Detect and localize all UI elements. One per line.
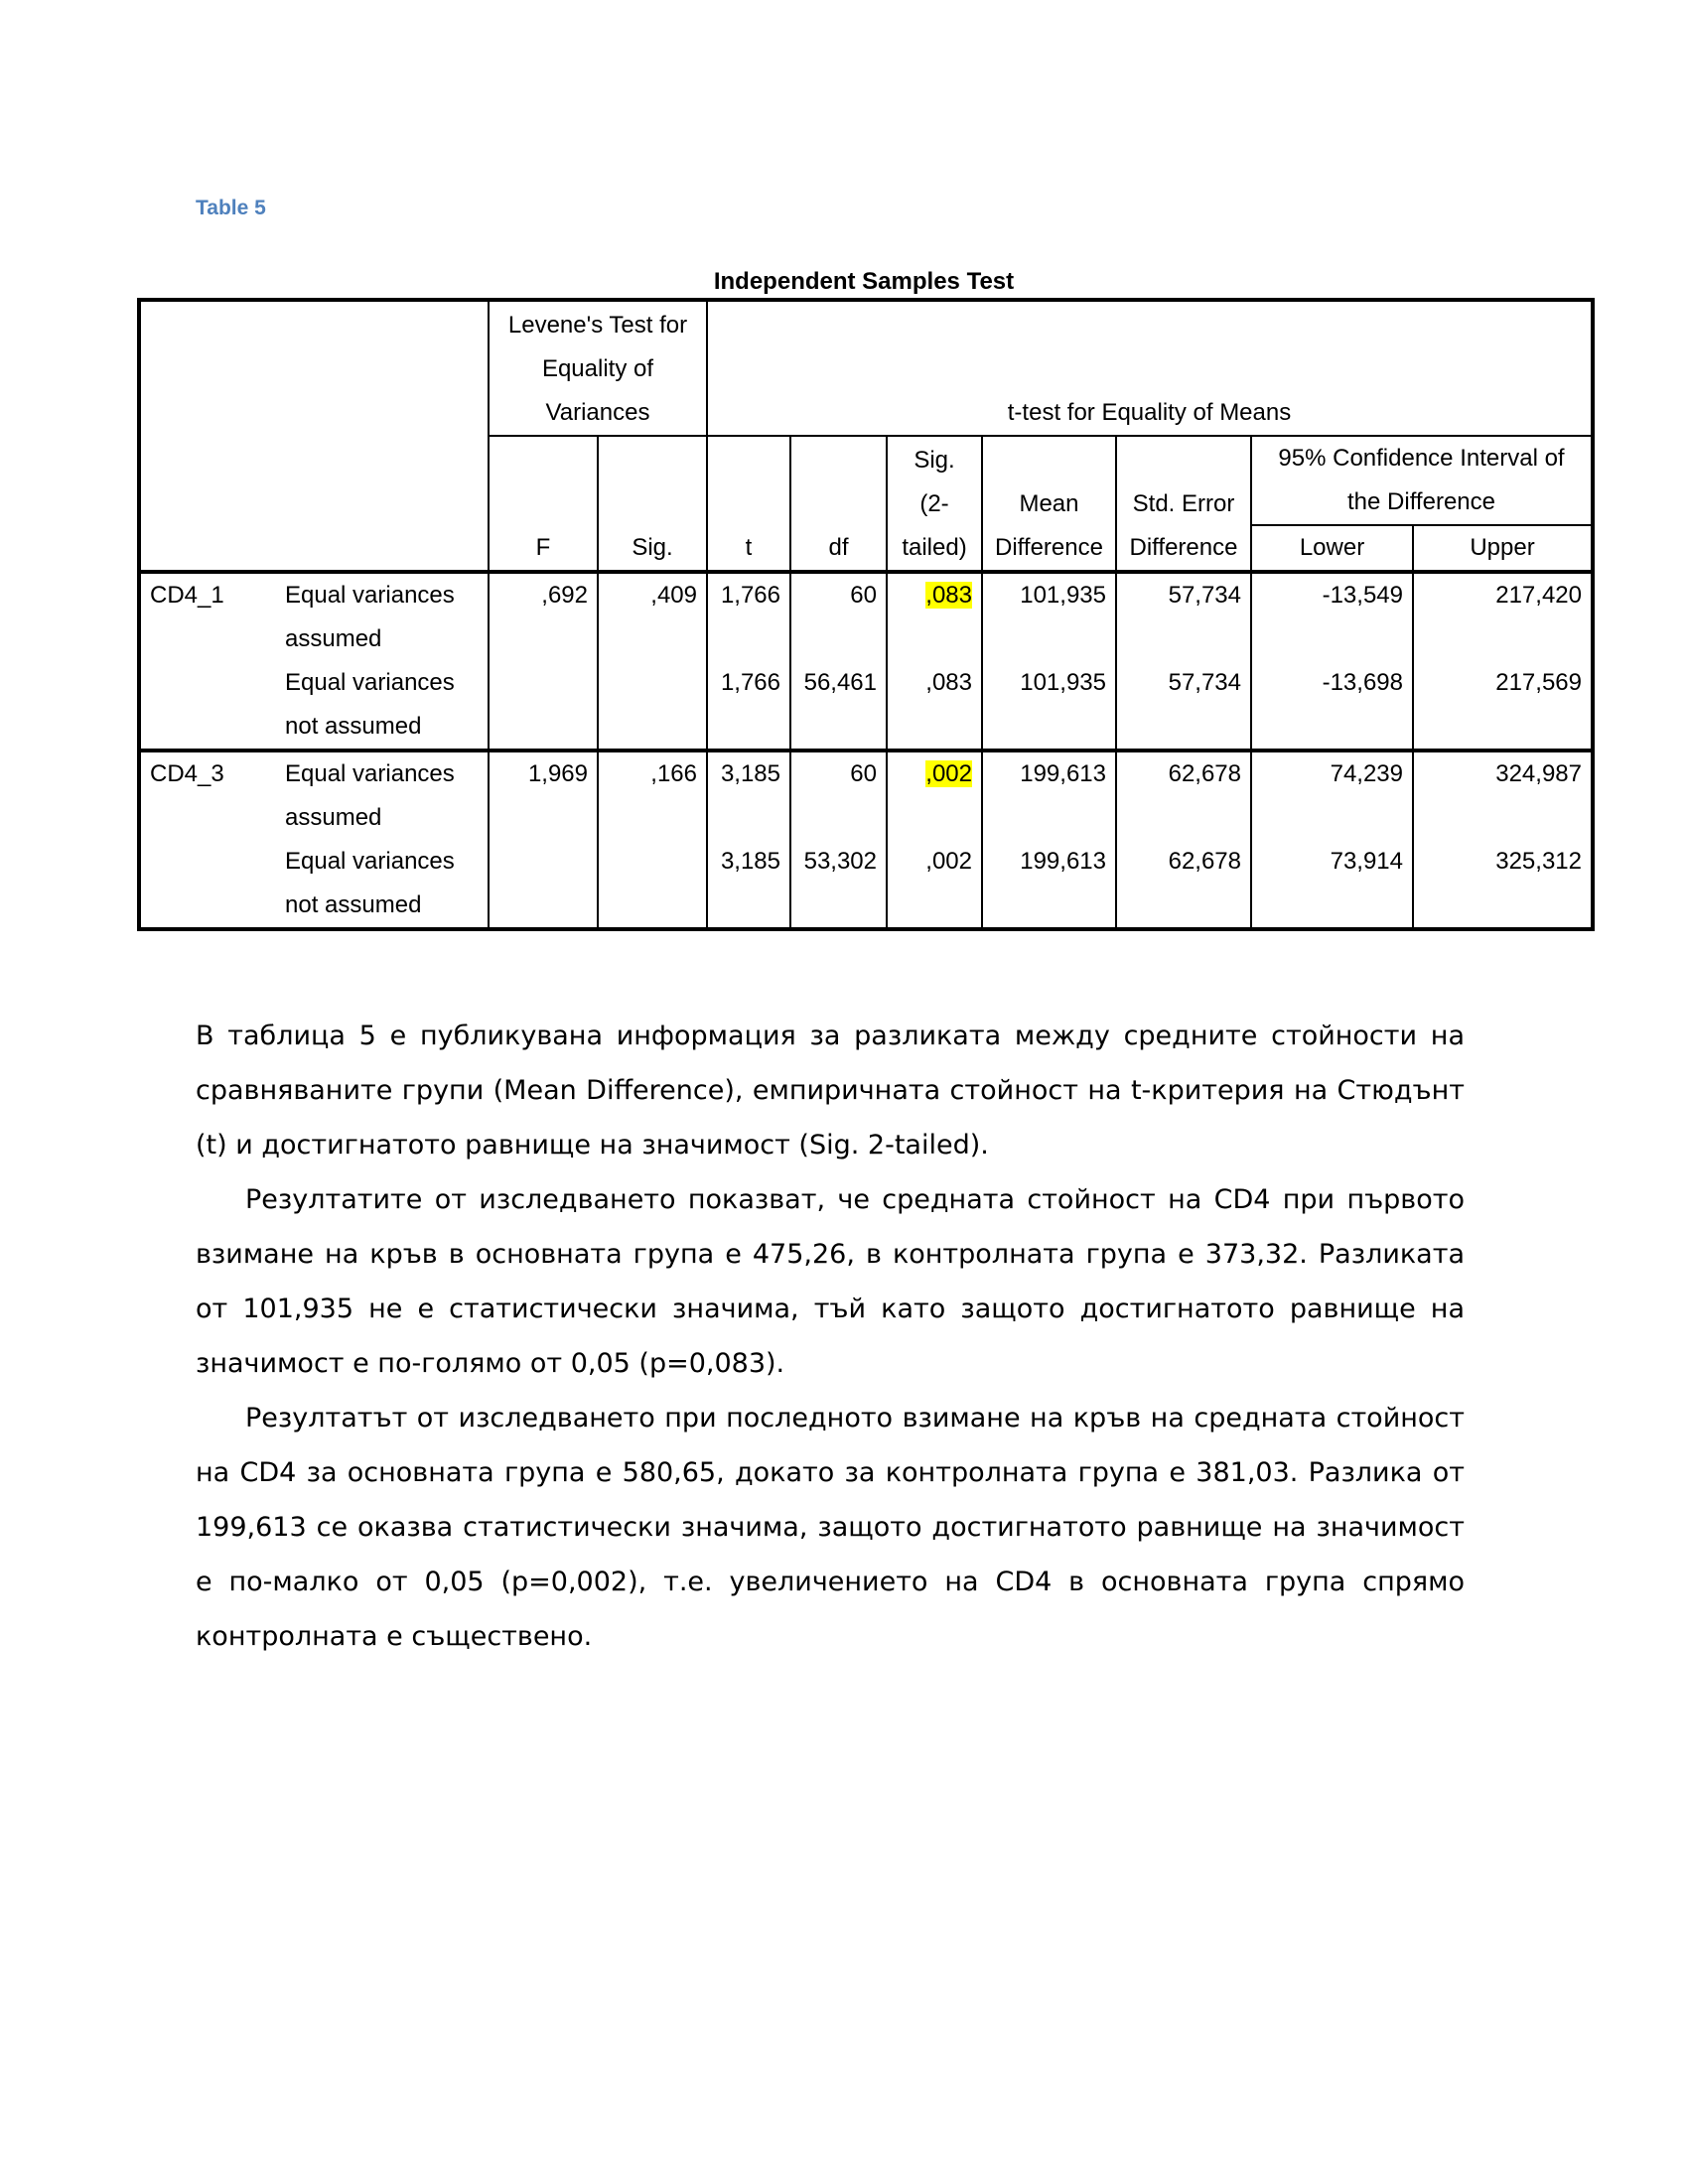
table-row [139, 751, 1593, 840]
levene-header: Levene's Test for Equality of Variances [489, 300, 707, 436]
cell-sig [598, 661, 707, 751]
table-row [139, 661, 1593, 751]
cell-mean-difference: 199,613 [982, 751, 1116, 840]
cell-mean-difference: 101,935 [982, 572, 1116, 661]
cell-t: 3,185 [707, 840, 790, 929]
cell-mean-difference: 101,935 [982, 661, 1116, 751]
cell-upper: 217,420 [1413, 572, 1593, 661]
header-empty-cell [139, 300, 489, 572]
cell-upper: 324,987 [1413, 751, 1593, 840]
cell-lower: -13,698 [1251, 661, 1413, 751]
body-text [196, 1009, 1465, 1664]
cell-f: 1,969 [489, 751, 598, 840]
row-label: Equal variances assumed [285, 760, 455, 831]
table-title: Independent Samples Test [713, 268, 1015, 295]
paragraph-intro: В таблица 5 е публикувана информация за разликата между средните стойности на сравняваните групи (Mean Difference), емпиричната стойност на t-критерия на Стюдънт (t) и достигнатото равнище на значимост (Sig. 2-tailed). [196, 1021, 1465, 1160]
cell-std-error-difference: 62,678 [1116, 751, 1251, 840]
col-header-lower: Lower [1251, 525, 1413, 572]
cell-sig-2-tailed [887, 572, 982, 661]
ttest-header: t-test for Equality of Means [707, 300, 1593, 436]
cell-t: 1,766 [707, 661, 790, 751]
row-label: Equal variances not assumed [285, 848, 455, 918]
group-cd4-1 [139, 572, 1593, 751]
cell-upper: 325,312 [1413, 840, 1593, 929]
highlighted-value: ,002 [925, 760, 972, 787]
col-header-df: df [790, 436, 887, 572]
row-label: Equal variances assumed [285, 582, 455, 652]
row-label: Equal variances not assumed [285, 669, 455, 740]
cell-f [489, 661, 598, 751]
cell-std-error-difference: 57,734 [1116, 572, 1251, 661]
col-header-mean-difference: Mean Difference [982, 436, 1116, 572]
cell-sig: ,409 [598, 572, 707, 661]
col-header-f: F [489, 436, 598, 572]
cell-f: ,692 [489, 572, 598, 661]
cell-df: 60 [790, 751, 887, 840]
group-label: CD4_3 [150, 760, 224, 787]
cell-t: 3,185 [707, 751, 790, 840]
cell-sig-2-tailed: ,002 [887, 840, 982, 929]
col-header-std-error-difference: Std. Error Difference [1116, 436, 1251, 572]
table-row [139, 572, 1593, 661]
cell-sig: ,166 [598, 751, 707, 840]
col-header-t: t [707, 436, 790, 572]
cell-sig-2-tailed [887, 751, 982, 840]
cell-upper: 217,569 [1413, 661, 1593, 751]
cell-sig [598, 840, 707, 929]
table-row [139, 840, 1593, 929]
cell-std-error-difference: 62,678 [1116, 840, 1251, 929]
cell-t: 1,766 [707, 572, 790, 661]
col-header-sig-2-tailed: Sig. (2- tailed) [887, 436, 982, 572]
highlighted-value: ,083 [925, 582, 972, 609]
paragraph-last-sample: Резултатът от изследването при последното взимане на кръв на средната стойност на CD4 за основната група е 580,65, докато за контролната група е 381,03. Разлика от 199,613 се оказва статистически значима, защото достигнатото равнище на значимост е по-малко от 0,05 (р=0,002), т.е. увеличението на CD4 в основната група спрямо контролната е съществено. [196, 1403, 1465, 1652]
paragraph-first-sample: Резултатите от изследването показват, че средната стойност на CD4 при първото взимане на кръв в основната група е 475,26, в контролната група е 373,32. Разликата от 101,935 не е статистически значима, тъй като защото достигнатото равнище на значимост е по-голямо от 0,05 (р=0,083). [196, 1184, 1465, 1379]
cell-std-error-difference: 57,734 [1116, 661, 1251, 751]
cell-sig-2-tailed: ,083 [887, 661, 982, 751]
cell-df: 56,461 [790, 661, 887, 751]
cell-lower: 73,914 [1251, 840, 1413, 929]
table-caption: Table 5 [196, 197, 266, 219]
independent-samples-table [137, 298, 1595, 931]
col-header-sig: Sig. [598, 436, 707, 572]
cell-lower: 74,239 [1251, 751, 1413, 840]
group-label: CD4_1 [150, 582, 224, 609]
cell-df: 60 [790, 572, 887, 661]
cell-df: 53,302 [790, 840, 887, 929]
confidence-interval-header: 95% Confidence Interval of the Difference [1251, 436, 1593, 525]
cell-f [489, 840, 598, 929]
cell-lower: -13,549 [1251, 572, 1413, 661]
group-cd4-3 [139, 751, 1593, 929]
col-header-upper: Upper [1413, 525, 1593, 572]
cell-mean-difference: 199,613 [982, 840, 1116, 929]
